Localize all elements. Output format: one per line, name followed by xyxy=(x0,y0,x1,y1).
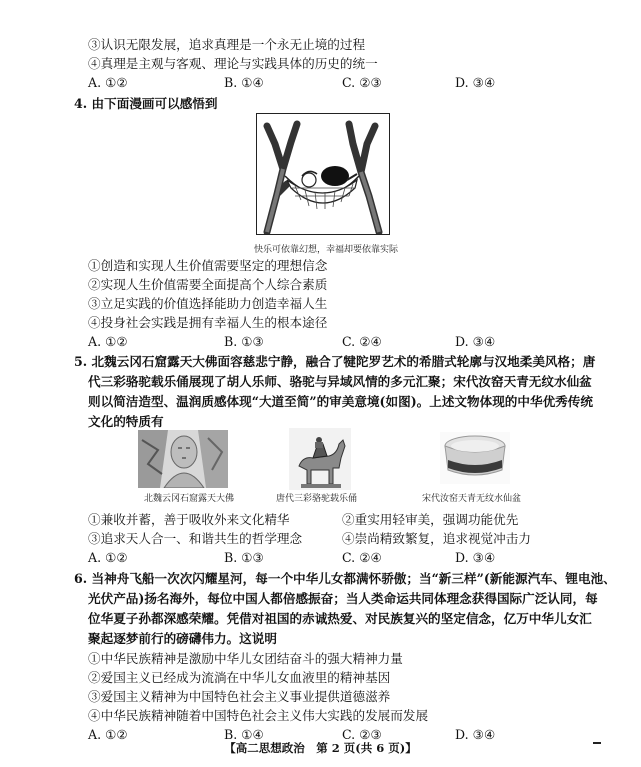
q6-item-3: ③爱国主义精神为中国特色社会主义事业提供道德滋养 xyxy=(88,689,391,704)
q4-item-2: ②实现人生价值需要全面提高个人综合素质 xyxy=(88,277,328,292)
q3-option-c: C. ②③ xyxy=(342,75,382,90)
q5-stem-line-4: 文化的特质有 xyxy=(88,414,164,429)
q3-option-a: A. ①② xyxy=(88,75,128,90)
q3-item-4: ④真理是主观与客观、理论与实践具体的历史的统一 xyxy=(88,56,378,71)
q6-stem-line-3: 位华夏子孙都深感荣耀。凭借对祖国的赤诚热爱、对民族复兴的坚定信念，亿万中华儿女汇 xyxy=(88,611,592,626)
q3-item-3: ③认识无限发展，追求真理是一个永无止境的过程 xyxy=(88,37,366,52)
q5-stem-line-1: 5. 北魏云冈石窟露天大佛面容慈悲宁静，融合了犍陀罗艺术的希腊式轮廓与汉地柔美风格；唐 xyxy=(74,354,596,369)
q5-stem-line-3: 则以简洁造型、温润质感体现“大道至简”的审美意境(如图)。上述文物体现的中华优秀传统 xyxy=(88,394,593,409)
q6-stem-line-1: 6. 当神舟飞船一次次闪耀星河，每一个中华儿女都满怀骄傲；当“新三样”(新能源汽车、锂电池、 xyxy=(74,571,616,586)
q5-option-b: B. ①③ xyxy=(224,550,264,565)
q4-option-c: C. ②④ xyxy=(342,334,382,349)
q6-option-b: B. ①④ xyxy=(224,727,264,742)
camel-figurine-caption: 唐代三彩骆驼载乐俑 xyxy=(276,494,358,504)
page-footer: 【高二思想政治 第 2 页(共 6 页)】 xyxy=(224,741,417,755)
q5-item-3: ③追求天人合一、和谐共生的哲学理念 xyxy=(88,531,303,546)
narcissus-basin-photo xyxy=(440,432,510,484)
q4-item-3: ③立足实践的价值选择能助力创造幸福人生 xyxy=(88,296,328,311)
q4-item-4: ④投身社会实践是拥有幸福人生的根本途径 xyxy=(88,315,328,330)
q4-option-d: D. ③④ xyxy=(455,334,496,349)
q6-stem-line-4: 聚起逐梦前行的磅礴伟力。这说明 xyxy=(88,631,277,646)
q4-stem: 4. 由下面漫画可以感悟到 xyxy=(74,96,218,111)
corner-mark xyxy=(593,742,601,744)
narcissus-basin-caption: 宋代汝窑天青无纹水仙盆 xyxy=(422,494,522,504)
q6-item-2: ②爱国主义已经成为流淌在中华儿女血液里的精神基因 xyxy=(88,670,391,685)
q5-option-a: A. ①② xyxy=(88,550,128,565)
q6-item-4: ④中华民族精神随着中国特色社会主义伟大实践的发展而发展 xyxy=(88,708,429,723)
q6-stem-line-2: 光伏产品)扬名海外，每位中国人都倍感振奋；当人类命运共同体理念获得国际广泛认同，每 xyxy=(88,591,598,606)
q6-option-d: D. ③④ xyxy=(455,727,496,742)
q5-option-d: D. ③④ xyxy=(455,550,496,565)
q6-option-a: A. ①② xyxy=(88,727,128,742)
q4-option-b: B. ①③ xyxy=(224,334,264,349)
camel-figurine-photo xyxy=(289,428,351,490)
hammock-comic-illustration xyxy=(257,114,389,234)
q5-item-1: ①兼收并蓄，善于吸收外来文化精华 xyxy=(88,512,290,527)
q4-option-a: A. ①② xyxy=(88,334,128,349)
buddha-photo xyxy=(138,430,228,488)
q5-item-4: ④崇尚精致繁复，追求视觉冲击力 xyxy=(342,531,531,546)
q5-option-c: C. ②④ xyxy=(342,550,382,565)
q4-item-1: ①创造和实现人生价值需要坚定的理想信念 xyxy=(88,258,328,273)
q3-option-d: D. ③④ xyxy=(455,75,496,90)
buddha-caption: 北魏云冈石窟露天大佛 xyxy=(144,494,235,504)
q3-option-b: B. ①④ xyxy=(224,75,264,90)
q6-item-1: ①中华民族精神是激励中华儿女团结奋斗的强大精神力量 xyxy=(88,651,403,666)
q5-item-2: ②重实用轻审美，强调功能优先 xyxy=(342,512,519,527)
comic-caption: 快乐可依靠幻想，幸福却要依靠实际 xyxy=(254,245,399,255)
q6-option-c: C. ②③ xyxy=(342,727,382,742)
comic-image xyxy=(256,113,390,235)
q5-stem-line-2: 代三彩骆驼载乐俑展现了胡人乐师、骆驼与异域风情的多元汇聚；宋代汝窑天青无纹水仙盆 xyxy=(88,374,592,389)
